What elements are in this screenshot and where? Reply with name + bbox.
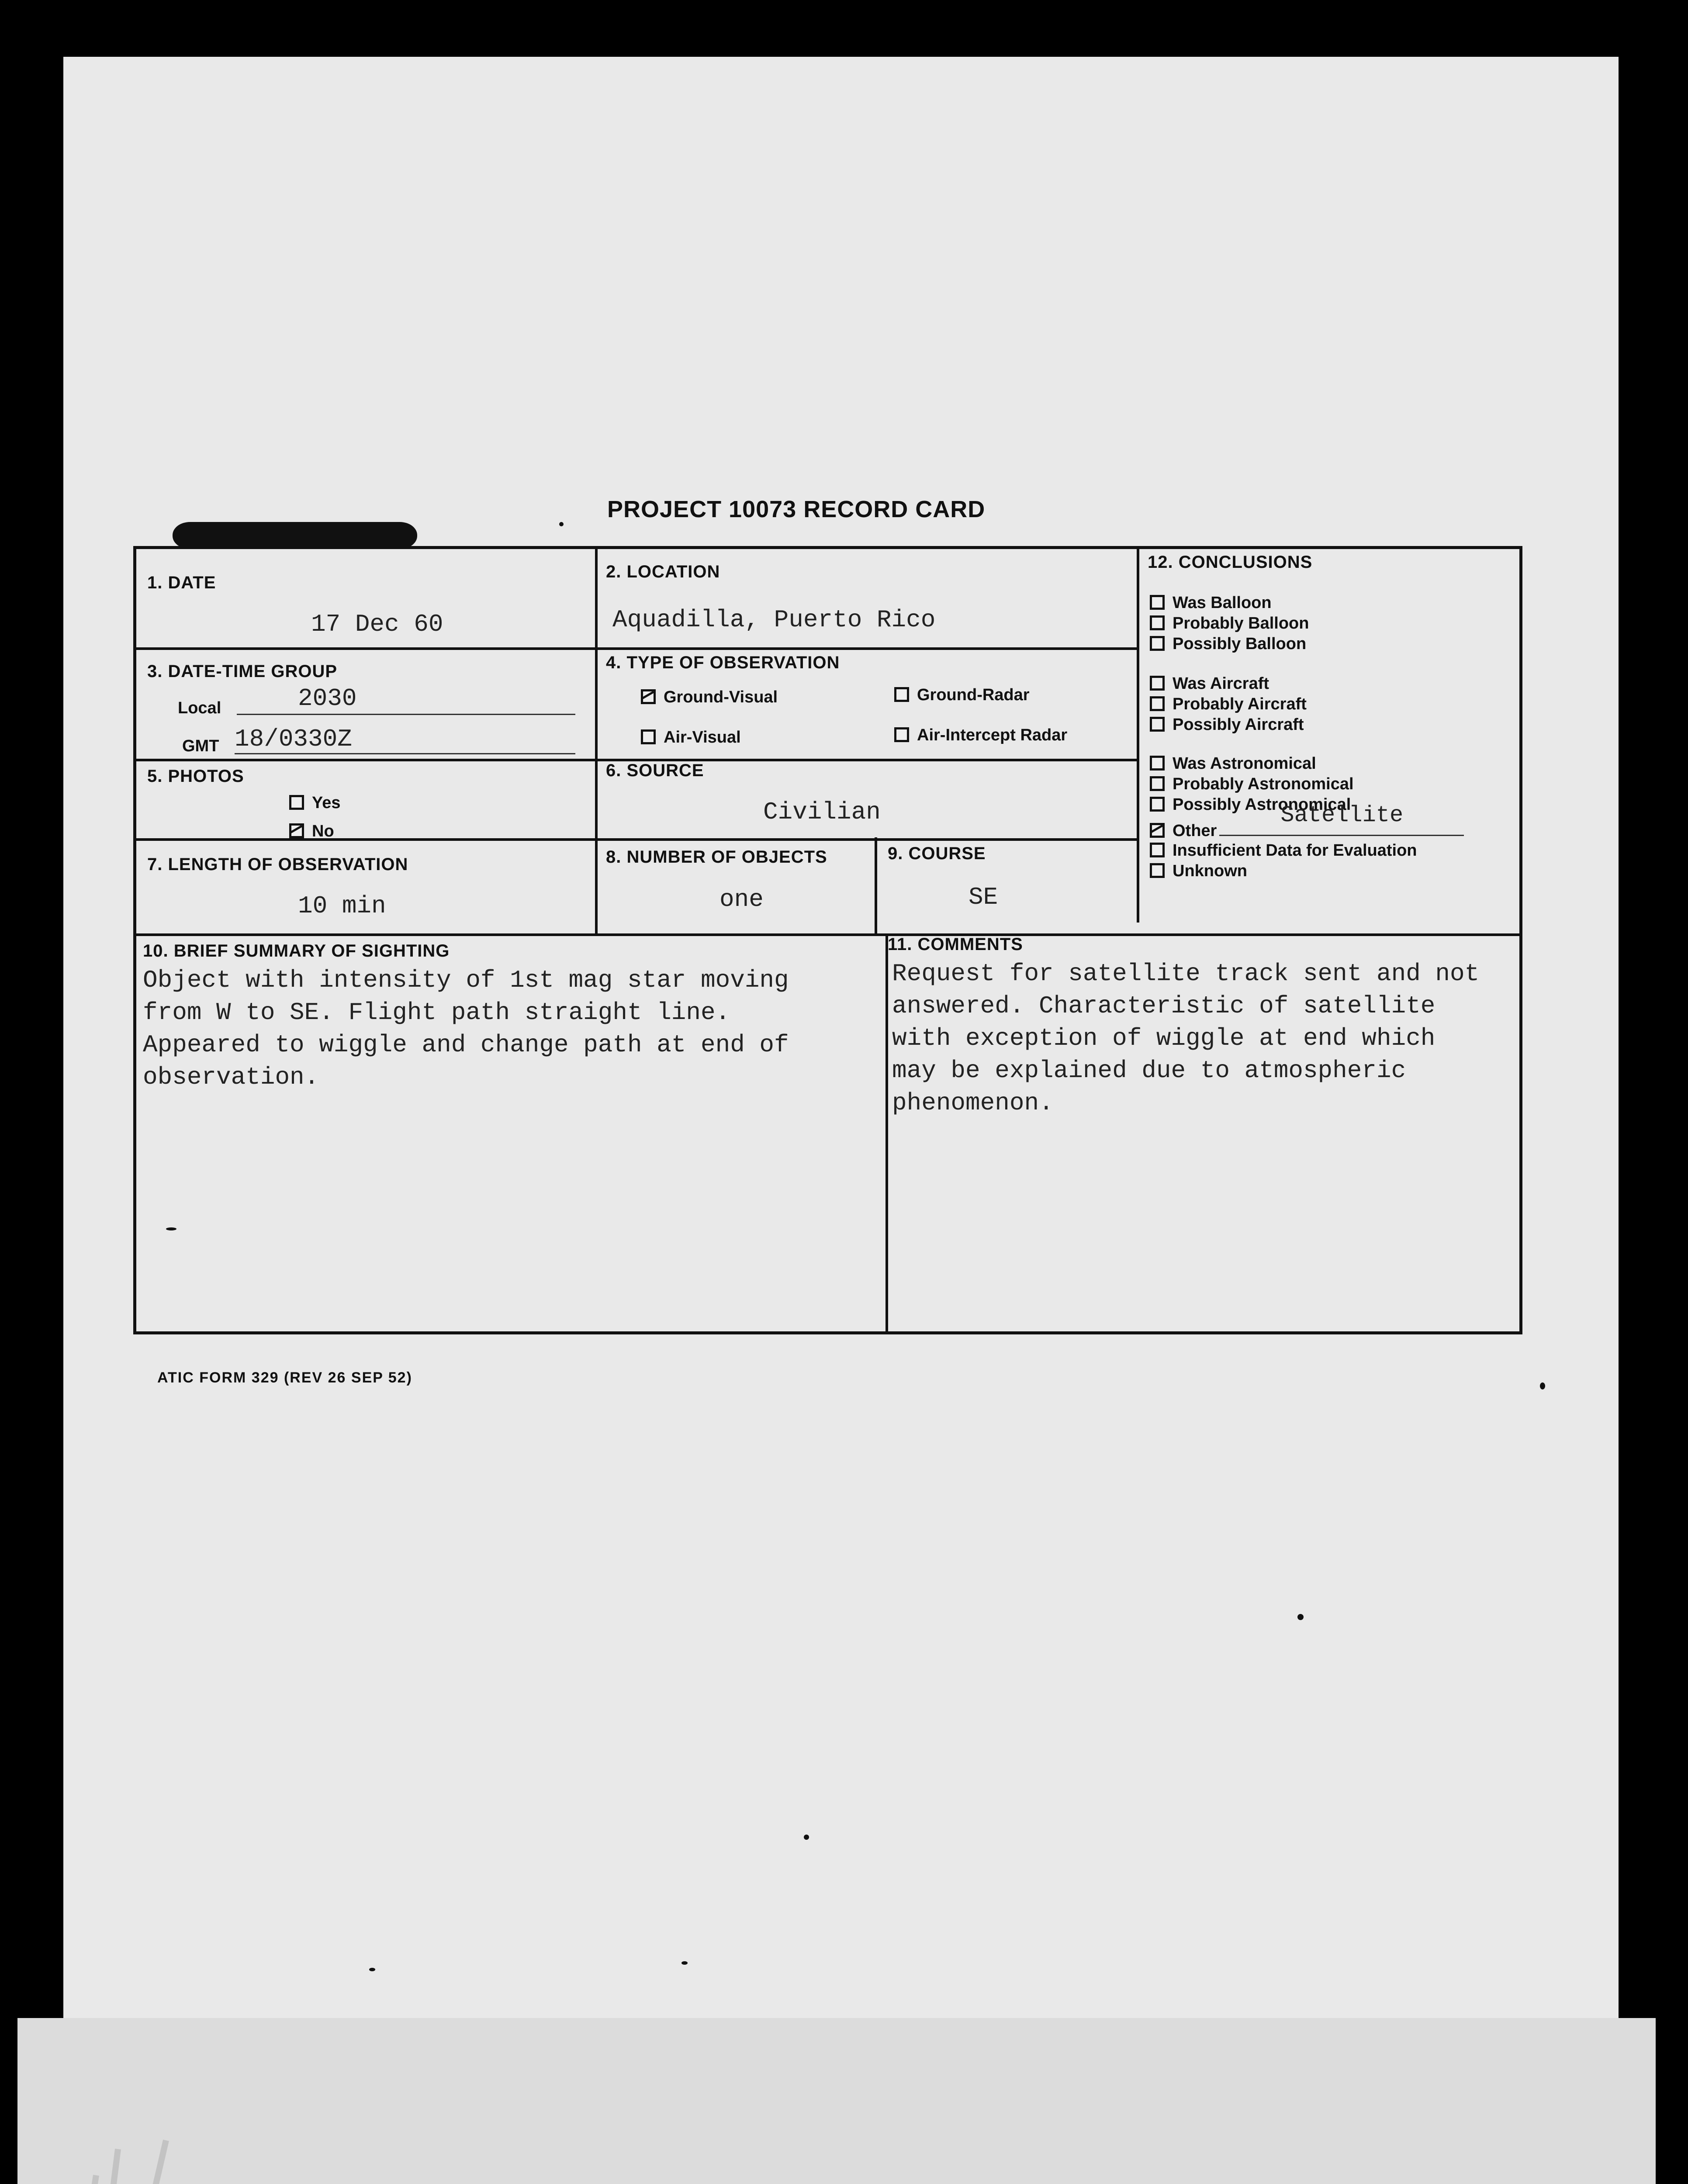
option-label: Air-Visual [664, 728, 741, 746]
checkbox[interactable] [1150, 615, 1165, 630]
divider-h-4 [136, 933, 1521, 936]
conclusion-possibly-aircraft[interactable] [1150, 715, 1304, 735]
conclusion-was-aircraft[interactable] [1150, 674, 1269, 694]
checkbox-ground-visual[interactable] [641, 689, 656, 704]
conclusion-possibly-balloon[interactable] [1150, 634, 1306, 654]
other-underline [1219, 802, 1464, 836]
divider-h-1 [136, 647, 1137, 650]
gmt-underline [235, 753, 575, 754]
conclusion-probably-aircraft[interactable] [1150, 694, 1307, 715]
conclusion-text: Probably Aircraft [1173, 695, 1307, 713]
location-value: Aquadilla, Puerto Rico [612, 606, 936, 634]
option-label: Ground-Radar [917, 686, 1030, 704]
option-ground-radar[interactable] [894, 686, 1030, 705]
film-speck [1540, 1382, 1545, 1389]
checkbox[interactable] [1150, 776, 1165, 791]
conclusion-text: Possibly Aircraft [1173, 715, 1304, 734]
summary-line: observation. [143, 1063, 319, 1091]
option-label: Yes [312, 794, 341, 812]
comments-line: answered. Characteristic of satellite [892, 992, 1435, 1020]
checkbox[interactable] [1150, 797, 1165, 812]
summary-line: Object with intensity of 1st mag star moving [143, 966, 789, 994]
checkbox-air-visual[interactable] [641, 729, 656, 744]
option-label: No [312, 822, 334, 840]
faint-handwriting [70, 2123, 179, 2184]
source-value: Civilian [763, 798, 881, 826]
conclusion-text: Other [1173, 822, 1217, 840]
course-label: 9. COURSE [888, 844, 986, 863]
checkbox[interactable] [1150, 717, 1165, 732]
divider-v-comments [886, 933, 888, 1334]
comments-line: Request for satellite track sent and not [892, 960, 1480, 988]
comments-line: may be explained due to atmospheric [892, 1057, 1406, 1085]
summary-line: Appeared to wiggle and change path at end of [143, 1031, 789, 1059]
conclusion-insufficient-data[interactable] [1150, 840, 1417, 861]
conclusion-text: Probably Balloon [1173, 614, 1309, 632]
gmt-value: 18/0330Z [235, 725, 352, 753]
local-label: Local [178, 699, 221, 717]
checkbox[interactable] [1150, 636, 1165, 651]
option-label: Ground-Visual [664, 688, 778, 706]
film-speck [681, 1961, 688, 1965]
source-label: 6. SOURCE [606, 761, 704, 780]
photos-label: 5. PHOTOS [147, 767, 244, 786]
number-of-objects-value: one [719, 885, 764, 913]
option-air-visual[interactable] [641, 728, 741, 747]
conclusion-text: Unknown [1173, 862, 1247, 880]
length-of-observation-label: 7. LENGTH OF OBSERVATION [147, 855, 408, 874]
divider-v-right [1137, 549, 1139, 923]
checkbox[interactable] [1150, 595, 1165, 610]
checkbox[interactable] [1150, 696, 1165, 711]
conclusion-text: Insufficient Data for Evaluation [1173, 841, 1417, 860]
other-value: Satellite [1280, 802, 1404, 828]
conclusion-text: Possibly Astronomical [1173, 795, 1351, 814]
film-speck [166, 1227, 176, 1230]
date-value: 17 Dec 60 [311, 610, 443, 638]
film-speck [369, 1968, 375, 1971]
date-time-group-label: 3. DATE-TIME GROUP [147, 662, 338, 681]
checkbox[interactable] [1150, 863, 1165, 878]
conclusion-text: Was Balloon [1173, 594, 1272, 612]
summary-line: from W to SE. Flight path straight line. [143, 999, 730, 1026]
conclusion-text: Probably Astronomical [1173, 775, 1354, 793]
checkbox-air-intercept-radar[interactable] [894, 727, 909, 742]
option-photos-yes[interactable] [289, 794, 341, 812]
form-identifier: ATIC FORM 329 (REV 26 SEP 52) [157, 1369, 412, 1386]
conclusion-text: Possibly Balloon [1173, 635, 1307, 653]
checkbox-yes[interactable] [289, 795, 304, 810]
conclusion-probably-astronomical[interactable] [1150, 774, 1354, 795]
conclusions-label: 12. CONCLUSIONS [1148, 553, 1313, 572]
comments-line: phenomenon. [892, 1089, 1054, 1117]
summary-label: 10. BRIEF SUMMARY OF SIGHTING [143, 941, 450, 961]
gmt-label: GMT [182, 737, 219, 755]
option-photos-no[interactable] [289, 822, 334, 841]
local-underline [237, 714, 575, 715]
type-of-observation-label: 4. TYPE OF OBSERVATION [606, 653, 840, 672]
conclusion-was-astronomical[interactable] [1150, 753, 1316, 774]
divider-h-3 [136, 838, 1137, 841]
checkbox-no[interactable] [289, 823, 304, 838]
paper-backing [17, 2018, 1656, 2184]
checkbox[interactable] [1150, 843, 1165, 857]
conclusion-text: Was Astronomical [1173, 754, 1316, 773]
film-speck [1297, 1614, 1304, 1620]
summary-text [143, 964, 789, 1093]
course-value: SE [969, 883, 998, 911]
comments-line: with exception of wiggle at end which [892, 1024, 1435, 1052]
checkbox[interactable] [1150, 823, 1165, 838]
conclusion-unknown[interactable] [1150, 861, 1247, 881]
location-label: 2. LOCATION [606, 562, 720, 581]
film-speck [804, 1835, 809, 1840]
divider-v-left [595, 549, 598, 936]
conclusion-probably-balloon[interactable] [1150, 613, 1309, 634]
checkbox-ground-radar[interactable] [894, 687, 909, 702]
conclusion-text: Was Aircraft [1173, 674, 1269, 693]
conclusions-list [1150, 593, 1517, 925]
option-label: Air-Intercept Radar [917, 726, 1068, 744]
local-value: 2030 [298, 684, 357, 712]
number-of-objects-label: 8. NUMBER OF OBJECTS [606, 847, 827, 867]
checkbox[interactable] [1150, 756, 1165, 771]
film-speck [559, 522, 564, 526]
checkbox[interactable] [1150, 676, 1165, 691]
conclusion-was-balloon[interactable] [1150, 593, 1272, 613]
length-of-observation-value: 10 min [298, 892, 386, 920]
comments-text [892, 957, 1479, 1119]
divider-v-course [875, 837, 877, 933]
card-title: PROJECT 10073 RECORD CARD [607, 496, 986, 522]
record-card [133, 546, 1522, 1334]
redaction-mark [173, 522, 417, 549]
option-ground-visual[interactable] [641, 688, 778, 707]
date-label: 1. DATE [147, 573, 216, 592]
comments-label: 11. COMMENTS [888, 935, 1023, 954]
option-air-intercept-radar[interactable] [894, 726, 1067, 745]
